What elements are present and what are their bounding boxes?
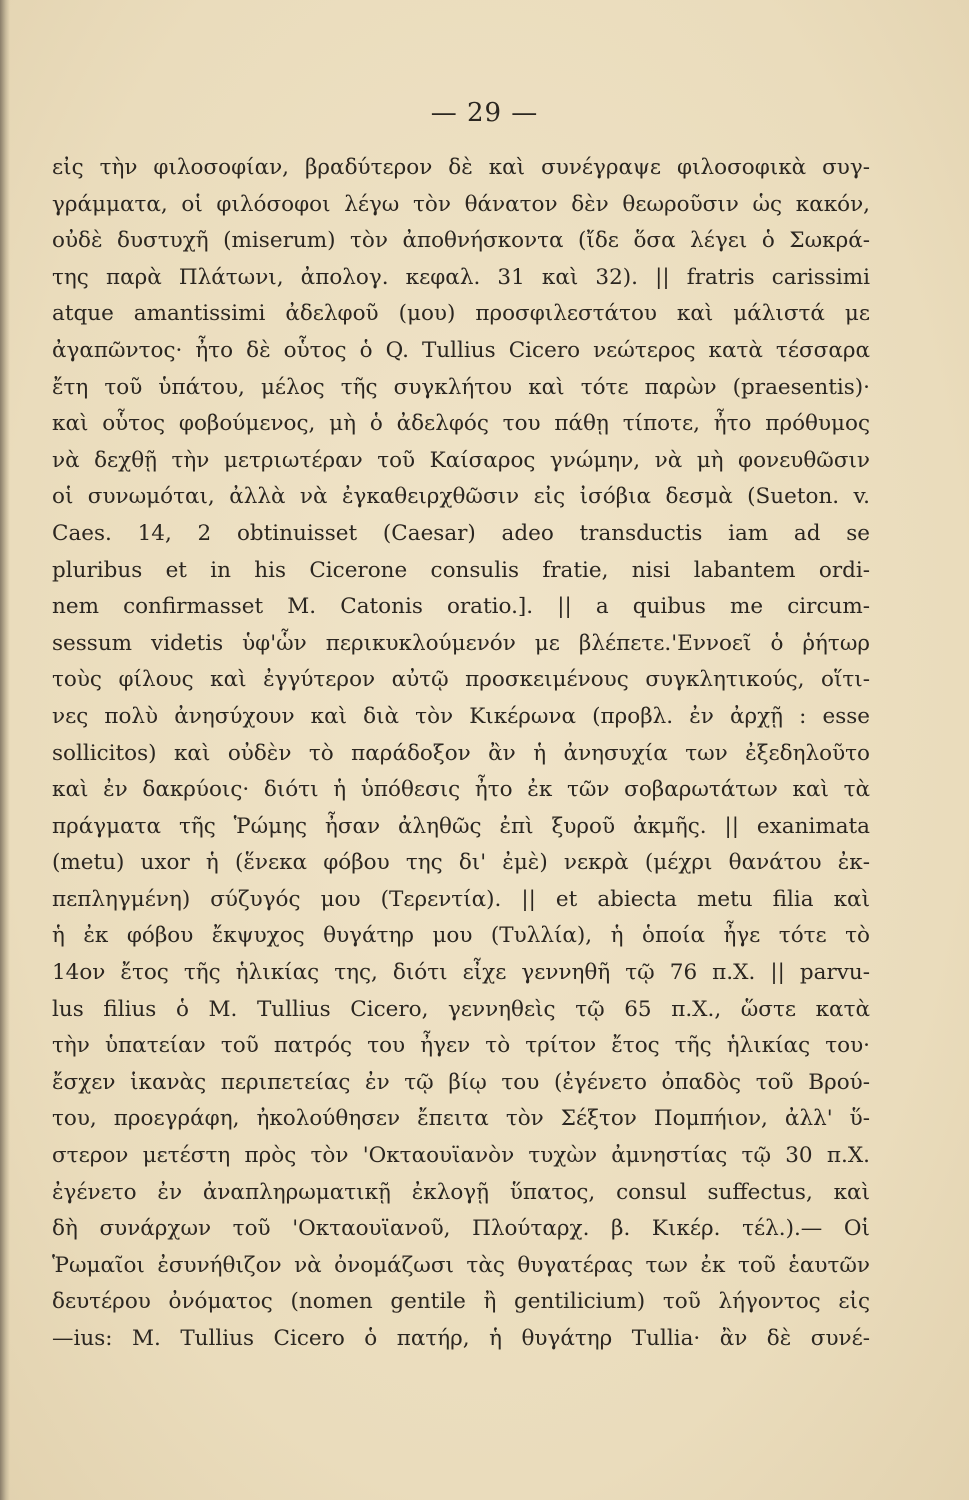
text-line-16: νες πολὺ ἀνησύχουν καὶ διὰ τὸν Κικέρωνα (προβλ. ἐν ἀρχῇ : esse	[52, 703, 870, 729]
text-line-1: εἰς τὴν φιλοσοφίαν, βραδύτερον δὲ καὶ συνέγραψε φιλοσοφικὰ συγ-	[52, 155, 870, 180]
text-line-9: νὰ δεχθῇ τὴν μετριωτέραν τοῦ Καίσαρος γνώμην, νὰ μὴ φονευθῶσιν	[52, 447, 870, 473]
text-line-28: στερον μετέστη πρὸς τὸν 'Οκταουϊανὸν τυχὼν ἀμνηστίας τῷ 30 π.Χ.	[52, 1143, 870, 1169]
text-line-8: καὶ οὗτος φοβούμενος, μὴ ὁ ἀδελφός του πάθῃ τίποτε, ἦτο πρόθυμος	[52, 411, 870, 437]
text-line-19: πράγματα τῆς Ῥώμης ἦσαν ἀληθῶς ἐπὶ ξυροῦ ἀκμῆς. || exanimata	[52, 813, 870, 839]
page-body-text	[52, 150, 870, 1358]
text-line-23: 14ον ἔτος τῆς ἡλικίας της, διότι εἶχε γεννηθῆ τῷ 76 π.Χ. || parvu-	[52, 960, 870, 986]
text-line-7: ἔτη τοῦ ὑπάτου, μέλος τῆς συγκλήτου καὶ τότε παρὼν (praesentis)·	[52, 374, 870, 400]
text-line-17: sollicitos) καὶ οὐδὲν τὸ παράδοξον ἂν ἡ ἀνησυχία των ἐξεδηλοῦτο	[52, 740, 870, 766]
text-line-6: ἀγαπῶντος· ἦτο δὲ οὗτος ὁ Q. Tullius Cicero νεώτερος κατὰ τέσσαρα	[52, 337, 870, 363]
text-line-12: pluribus et in his Cicerone consulis fratie, nisi labantem ordi-	[52, 557, 870, 583]
text-line-25: τὴν ὑπατείαν τοῦ πατρός του ἦγεν τὸ τρίτον ἔτος τῆς ἡλικίας του·	[52, 1033, 870, 1059]
text-line-3: οὐδὲ δυστυχῆ (miserum) τὸν ἀποθνήσκοντα (ἴδε ὅσα λέγει ὁ Σωκρά-	[52, 228, 870, 254]
text-line-21: πεπληγμένη) σύζυγός μου (Τερεντία). || et abiecta metu filia καὶ	[52, 886, 870, 912]
text-line-32: δευτέρου ὀνόματος (nomen gentile ἢ gentilicium) τοῦ λήγοντος εἰς	[52, 1289, 870, 1315]
text-line-27: του, προεγράφη, ἠκολούθησεν ἔπειτα τὸν Σέξτον Πομπήιον, ἀλλ' ὕ-	[52, 1106, 870, 1132]
text-line-33: —ius: M. Tullius Cicero ὁ πατήρ, ἡ θυγάτηρ Tullia· ἂν δὲ συνέ-	[52, 1326, 870, 1351]
text-line-24: lus filius ὁ M. Tullius Cicero, γεννηθεὶς τῷ 65 π.Χ., ὥστε κατὰ	[52, 996, 870, 1022]
text-line-11: Caes. 14, 2 obtinuisset (Caesar) adeo transductis iam ad se	[52, 520, 870, 546]
text-line-31: Ῥωμαῖοι ἐσυνήθιζον νὰ ὀνομάζωσι τὰς θυγατέρας των ἐκ τοῦ ἑαυτῶν	[52, 1252, 870, 1278]
text-line-22: ἡ ἐκ φόβου ἔκψυχος θυγάτηρ μου (Τυλλία), ἡ ὁποία ἦγε τότε τὸ	[52, 923, 870, 949]
text-line-30: δὴ συνάρχων τοῦ 'Οκταουϊανοῦ, Πλούταρχ. β. Κικέρ. τέλ.).— Οἱ	[52, 1216, 870, 1242]
page-number: — 29 —	[430, 98, 539, 128]
text-line-5: atque amantissimi ἀδελφοῦ (μου) προσφιλεστάτου καὶ μάλιστά με	[52, 301, 870, 327]
text-line-20: (metu) uxor ἡ (ἕνεκα φόβου της δι' ἐμὲ) νεκρὰ (μέχρι θανάτου ἐκ-	[52, 850, 870, 876]
text-line-14: sessum videtis ὑφ'ὧν περικυκλούμενόν με βλέπετε.'Εννοεῖ ὁ ῥήτωρ	[52, 630, 870, 656]
text-line-2: γράμματα, οἱ φιλόσοφοι λέγω τὸν θάνατον δὲν θεωροῦσιν ὡς κακόν,	[52, 191, 870, 217]
text-line-4: της παρὰ Πλάτωνι, ἀπολογ. κεφαλ. 31 καὶ 32). || fratris carissimi	[52, 264, 870, 290]
page-edge-shadow	[0, 0, 10, 1500]
text-line-26: ἔσχεν ἱκανὰς περιπετείας ἐν τῷ βίῳ του (ἐγένετο ὀπαδὸς τοῦ Βρού-	[52, 1069, 870, 1095]
text-line-15: τοὺς φίλους καὶ ἐγγύτερον αὐτῷ προσκειμένους συγκλητικούς, οἵτι-	[52, 667, 870, 693]
text-line-29: ἐγένετο ἐν ἀναπληρωματικῇ ἐκλογῇ ὕπατος, consul suffectus, καὶ	[52, 1179, 870, 1205]
text-line-13: nem confirmasset M. Catonis oratio.]. || a quibus me circum-	[52, 594, 870, 620]
text-line-18: καὶ ἐν δακρύοις· διότι ἡ ὑπόθεσις ἦτο ἐκ τῶν σοβαρωτάτων καὶ τὰ	[52, 777, 870, 803]
text-line-10: οἱ συνωμόται, ἀλλὰ νὰ ἐγκαθειρχθῶσιν εἰς ἰσόβια δεσμὰ (Sueton. v.	[52, 484, 870, 510]
